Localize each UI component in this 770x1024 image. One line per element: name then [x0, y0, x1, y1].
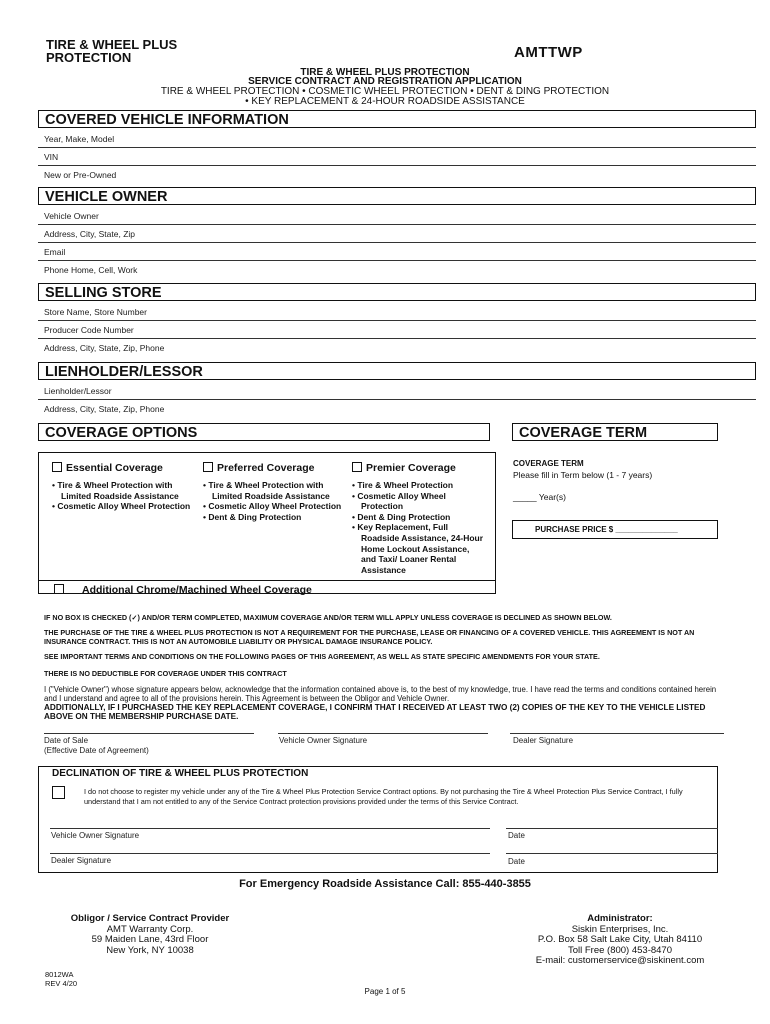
sig-rule [506, 853, 718, 854]
decl-date-field-1[interactable]: Date [508, 831, 525, 840]
sig-rule [506, 828, 718, 829]
section-lienholder: LIENHOLDER/LESSOR [38, 362, 756, 380]
additional-coverage-option[interactable] [54, 584, 312, 596]
notice-no-box: IF NO BOX IS CHECKED (✓) AND/OR TERM COMPLETED, MAXIMUM COVERAGE AND/OR TERM WILL APPLY UNLESS COVERAGE IS DECLINED AS SHOWN BELOW. [44, 613, 612, 622]
premier-label: Premier Coverage [366, 462, 456, 474]
administrator-line: P.O. Box 58 Salt Lake City, Utah 84110 [537, 934, 703, 945]
purchase-price-field[interactable]: PURCHASE PRICE $ ______________ [512, 520, 718, 539]
field-new-preowned[interactable]: New or Pre-Owned [44, 170, 117, 180]
section-coverage-term: COVERAGE TERM [512, 423, 718, 441]
emergency-phone: For Emergency Roadside Assistance Call: 855-440-3855 [239, 878, 531, 890]
field-vehicle-owner[interactable]: Vehicle Owner [44, 211, 99, 221]
field-year-make-model[interactable]: Year, Make, Model [44, 134, 115, 144]
coverage-term-label: COVERAGE TERM [513, 459, 584, 468]
administrator-line: E-mail: customerservice@siskinent.com [535, 955, 705, 966]
premier-item: • Dent & Ding Protection [352, 512, 484, 523]
form-code: AMTTWP [514, 44, 583, 61]
obligor-title: Obligor / Service Contract Provider [70, 913, 230, 924]
declination-title: DECLINATION OF TIRE & WHEEL PLUS PROTECTION [52, 768, 309, 779]
decl-owner-signature-field[interactable]: Vehicle Owner Signature [51, 831, 140, 840]
declination-text: I do not choose to register my vehicle under any of the Tire & Wheel Plus Protection Service Contract options. By not purchasing the Tire & Wheel Protection Plus Service Contract, I fully understand that I am not entitled to any of the Service Contract protection provisions provided under the terms of this Service Contract. [84, 787, 683, 806]
doc-title-line-3: TIRE & WHEEL PROTECTION • COSMETIC WHEEL PROTECTION • DENT & DING PROTECTION [160, 86, 610, 97]
field-vin[interactable]: VIN [44, 152, 59, 162]
premier-item: • Cosmetic Alloy Wheel Protection [352, 491, 484, 512]
field-rule [38, 399, 756, 400]
field-email[interactable]: Email [44, 247, 66, 257]
section-vehicle-owner: VEHICLE OWNER [38, 187, 756, 205]
field-rule [38, 338, 756, 339]
notice-key-copies: ADDITIONALLY, IF I PURCHASED THE KEY REPLACEMENT COVERAGE, I CONFIRM THAT I RECEIVED AT LEAST TWO (2) COPIES OF THE KEY TO THE VEHICLE LISTED ABOVE ON THE MEMBERSHIP PURCHASE DATE. [44, 703, 706, 721]
field-rule [38, 260, 756, 261]
field-rule [38, 147, 756, 148]
form-number [45, 970, 77, 988]
premier-item: • Tire & Wheel Protection [352, 480, 484, 491]
preferred-coverage-option[interactable] [203, 462, 348, 522]
additional-divider [38, 580, 496, 581]
dealer-signature-field[interactable]: Dealer Signature [513, 736, 574, 745]
notice-terms: SEE IMPORTANT TERMS AND CONDITIONS ON THE FOLLOWING PAGES OF THIS AGREEMENT, AS WELL AS STATE SPECIFIC AMENDMENTS FOR YOUR STATE. [44, 652, 600, 661]
notice-not-required: THE PURCHASE OF THE TIRE & WHEEL PLUS PROTECTION IS NOT A REQUIREMENT FOR THE PURCHASE, LEASE OR FINANCING OF A COVERED VEHICLE. THIS AGREEMENT IS NOT AN INSURANCE CONTRACT. THIS IS NOT AN AUTOMOBILE LIABILITY OR PHYSICAL DAMAGE INSURANCE POLICY. [44, 628, 695, 646]
preferred-checkbox[interactable] [203, 462, 213, 472]
coverage-term-instruction: Please fill in Term below (1 - 7 years) [513, 470, 653, 480]
essential-item: • Cosmetic Alloy Wheel Protection [52, 501, 197, 512]
revision-text: REV 4/20 [45, 979, 78, 988]
essential-checkbox[interactable] [52, 462, 62, 472]
brand-title [46, 38, 246, 64]
field-store-address[interactable]: Address, City, State, Zip, Phone [44, 343, 165, 353]
sig-rule [510, 733, 724, 734]
field-store-name[interactable]: Store Name, Store Number [44, 307, 147, 317]
sig-rule [44, 733, 254, 734]
notice-acknowledgement: I ("Vehicle Owner") whose signature appears below, acknowledge that the information contained above is, to the best of my knowledge, true. I have read the terms and conditions contained herein and I understand and agree to all of the provisions herein. This Agreement is between the Obligor and Vehicle Owner. [44, 685, 717, 703]
field-lienholder[interactable]: Lienholder/Lessor [44, 386, 112, 396]
field-phone[interactable]: Phone Home, Cell, Work [44, 265, 138, 275]
field-rule [38, 165, 756, 166]
date-of-sale-text: Date of Sale [44, 736, 89, 745]
obligor-line: AMT Warranty Corp. [106, 923, 194, 935]
premier-coverage-option[interactable] [352, 462, 484, 575]
additional-checkbox[interactable] [54, 584, 64, 594]
coverage-term-years[interactable]: _____ Year(s) [513, 492, 566, 502]
administrator-line: Siskin Enterprises, Inc. [571, 923, 669, 935]
field-owner-address[interactable]: Address, City, State, Zip [44, 229, 136, 239]
sig-rule [50, 828, 490, 829]
form-number-text: 8012WA [45, 970, 74, 979]
preferred-item: • Dent & Ding Protection [203, 512, 348, 523]
effective-date-text: (Effective Date of Agreement) [44, 746, 149, 755]
field-producer-code[interactable]: Producer Code Number [44, 325, 134, 335]
brand-line-1: TIRE & WHEEL PLUS [46, 37, 178, 52]
sig-rule [278, 733, 488, 734]
section-covered-vehicle: COVERED VEHICLE INFORMATION [38, 110, 756, 128]
notice-no-deductible: THERE IS NO DEDUCTIBLE FOR COVERAGE UNDER THIS CONTRACT [44, 669, 287, 678]
obligor-block [64, 914, 236, 956]
sig-rule [50, 853, 490, 854]
obligor-line: 59 Maiden Lane, 43rd Floor [91, 934, 209, 945]
premier-item: • Key Replacement, Full Roadside Assistance, 24-Hour Home Lockout Assistance, and Taxi/ Loaner Rental Assistance [352, 522, 484, 575]
decl-dealer-signature-field[interactable]: Dealer Signature [51, 856, 112, 865]
field-rule [38, 242, 756, 243]
essential-label: Essential Coverage [66, 462, 163, 474]
doc-title-line-2: SERVICE CONTRACT AND REGISTRATION APPLICATION [248, 76, 522, 87]
section-selling-store: SELLING STORE [38, 283, 756, 301]
doc-title-line-1: TIRE & WHEEL PLUS PROTECTION [300, 67, 470, 78]
administrator-title: Administrator: [587, 913, 653, 924]
date-of-sale-label[interactable] [44, 736, 149, 756]
premier-checkbox[interactable] [352, 462, 362, 472]
essential-coverage-option[interactable] [52, 462, 197, 512]
declination-checkbox[interactable] [52, 786, 65, 799]
field-lienholder-address[interactable]: Address, City, State, Zip, Phone [44, 404, 165, 414]
obligor-line: New York, NY 10038 [106, 944, 194, 956]
administrator-block [520, 914, 720, 967]
additional-label: Additional Chrome/Machined Wheel Coverage [82, 584, 312, 596]
section-coverage-options: COVERAGE OPTIONS [38, 423, 490, 441]
owner-signature-field[interactable]: Vehicle Owner Signature [279, 736, 368, 745]
field-rule [38, 224, 756, 225]
page-number: Page 1 of 5 [364, 987, 406, 996]
declination-box [38, 766, 718, 873]
preferred-label: Preferred Coverage [217, 462, 315, 474]
brand-line-2: PROTECTION [46, 50, 132, 65]
administrator-line: Toll Free (800) 453-8470 [567, 944, 673, 956]
doc-title-line-4: • KEY REPLACEMENT & 24-HOUR ROADSIDE ASSISTANCE [245, 96, 525, 107]
essential-item: • Tire & Wheel Protection with Limited Roadside Assistance [52, 480, 197, 501]
field-rule [38, 320, 756, 321]
preferred-item: • Cosmetic Alloy Wheel Protection [203, 501, 348, 512]
decl-date-field-2[interactable]: Date [508, 857, 525, 866]
preferred-item: • Tire & Wheel Protection with Limited Roadside Assistance [203, 480, 348, 501]
